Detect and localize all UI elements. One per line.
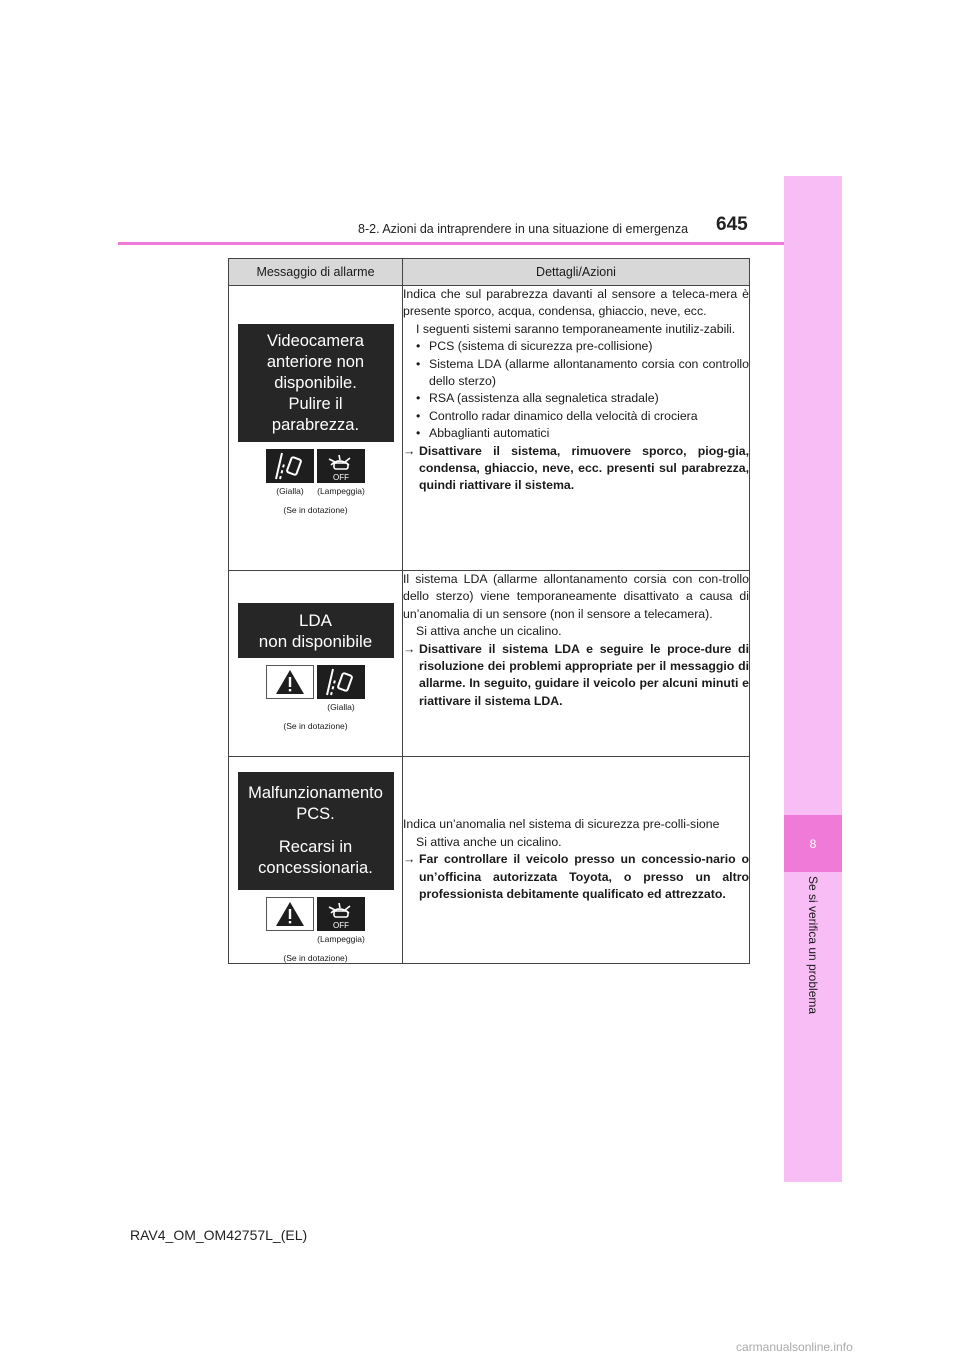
table-row (229, 286, 750, 571)
svg-text:OFF: OFF (333, 473, 349, 482)
icon-caption: (Lampeggia) (317, 486, 365, 496)
intro-text: I seguenti sistemi saranno temporaneamente inutiliz-zabili. (416, 321, 736, 336)
details-cell (403, 571, 750, 757)
warning-triangle-icon (266, 665, 314, 699)
list-item: • Abbaglianti automatici (416, 426, 550, 441)
icon-caption (266, 702, 314, 712)
page-number: 645 (716, 214, 748, 235)
message-cell (229, 757, 403, 964)
section-title: 8-2. Azioni da intraprendere in una situazione di emergenza (358, 222, 689, 236)
details-cell (403, 757, 750, 964)
watermark: carmanualsonline.info (736, 1340, 853, 1354)
pcs-off-icon (317, 449, 365, 483)
document-code: RAV4_OM_OM42757L_(EL) (130, 1227, 308, 1243)
warning-triangle-icon (266, 897, 314, 931)
column-header-details: Dettagli/Azioni (403, 259, 750, 286)
message-cell (229, 286, 403, 571)
list-item: • PCS (sistema di sicurezza pre-collisione) (416, 339, 653, 354)
action-text: → Far controllare il veicolo presso un concessio-nario o un’officina autorizzata Toyota, o presso un altro professionista debitamente qualificato ed attrezzato. (403, 852, 749, 902)
icon-caption: (Gialla) (276, 486, 304, 496)
fitted-note: (Se in dotazione) (283, 953, 348, 963)
chapter-side-tab (784, 176, 842, 1182)
icon-caption: (Gialla) (327, 702, 355, 712)
fitted-note: (Se in dotazione) (283, 505, 348, 515)
icon-caption: (Lampeggia) (317, 934, 365, 944)
icon-caption (266, 934, 314, 944)
fitted-note: (Se in dotazione) (283, 721, 348, 731)
table-row (229, 571, 750, 757)
note-text: Si attiva anche un cicalino. (416, 624, 562, 639)
table-row (229, 757, 750, 964)
display-message-screen: Videocamera anteriore non disponibile. Pulire il parabrezza. (238, 324, 394, 442)
display-message-screen: Malfunzionamento PCS. Recarsi in concessionaria. (238, 772, 394, 890)
description-text: Indica un’anomalia nel sistema di sicurezza pre-colli-sione (403, 817, 720, 832)
action-text: → Disattivare il sistema LDA e seguire le proce-dure di risoluzione dei problemi appropriate per il messaggio di allarme. In seguito, guidare il veicolo per alcuni minuti e riattivare il sistema LDA. (403, 641, 749, 708)
action-text: → Disattivare il sistema, rimuovere sporco, piog-gia, condensa, ghiaccio, neve, ecc. presenti sul parabrezza, quindi riattivare il sistema. (403, 443, 749, 493)
description-text: Il sistema LDA (allarme allontanamento corsia con con-trollo dello sterzo) viene temporaneamente disattivato a causa di un’anomalia di un sensore (non il sensore a telecamera). (403, 572, 749, 621)
list-item: • Sistema LDA (allarme allontanamento corsia con controllo dello sterzo) (416, 356, 749, 389)
chapter-number: 8 (809, 836, 817, 851)
description-text: Indica che sul parabrezza davanti al sensore a teleca-mera è presente sporco, acqua, condensa, ghiaccio, neve, ecc. (403, 287, 749, 319)
lane-departure-icon (317, 665, 365, 699)
details-cell (403, 286, 750, 571)
svg-text:OFF: OFF (333, 921, 349, 930)
message-cell (229, 571, 403, 757)
table-header-row (229, 259, 750, 286)
list-item: • Controllo radar dinamico della velocità di crociera (416, 408, 698, 423)
lane-departure-icon (266, 449, 314, 483)
pcs-off-icon (317, 897, 365, 931)
warning-message-table (228, 258, 750, 964)
list-item: • RSA (assistenza alla segnaletica stradale) (416, 391, 659, 406)
display-message-screen: LDA non disponibile (238, 603, 394, 658)
header-rule (118, 242, 784, 245)
chapter-label: Se si verifica un problema (806, 875, 820, 1015)
note-text: Si attiva anche un cicalino. (416, 834, 562, 849)
column-header-message: Messaggio di allarme (229, 259, 403, 286)
